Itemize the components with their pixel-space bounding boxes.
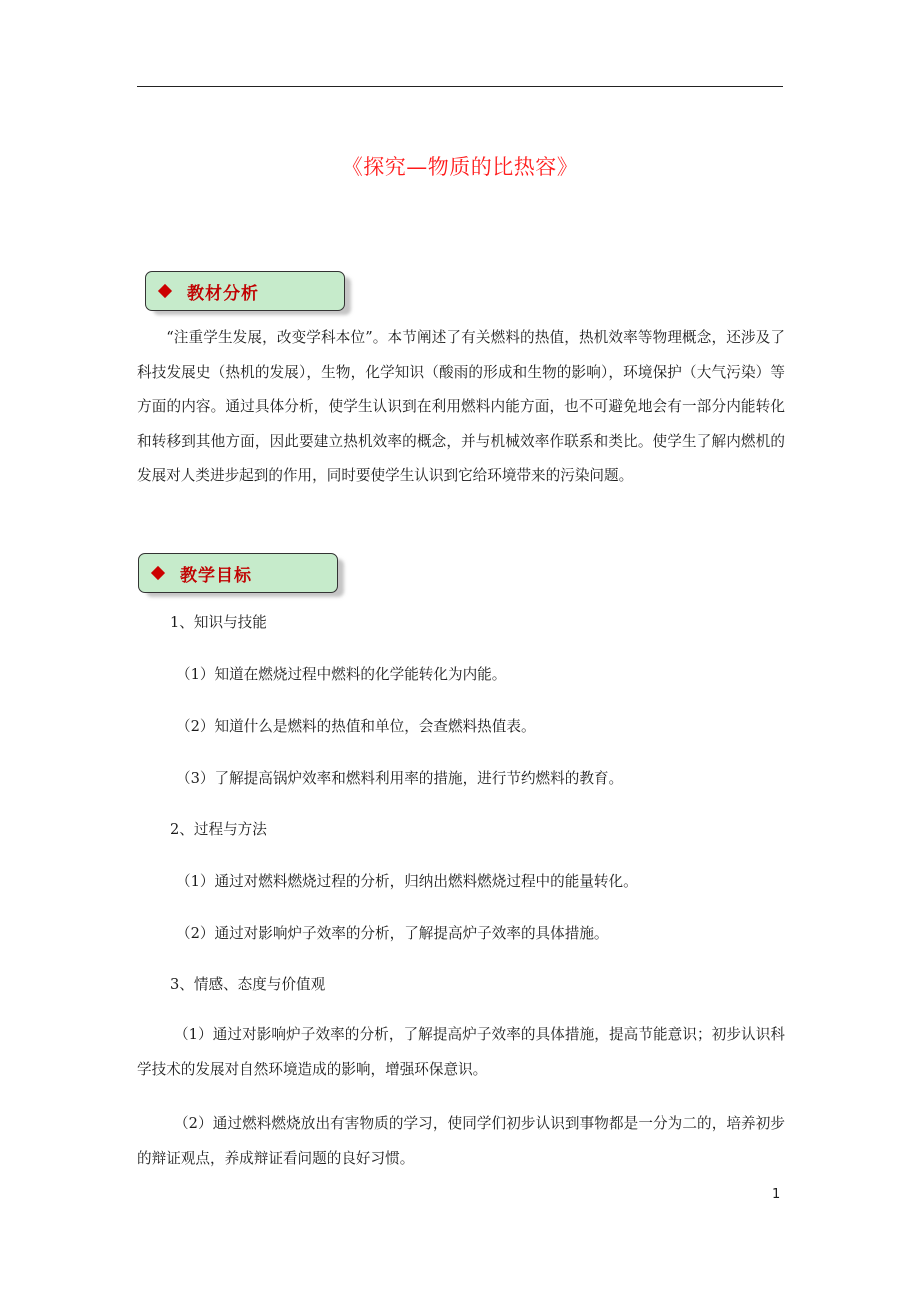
goal-item: （1）通过对影响炉子效率的分析，了解提高炉子效率的具体措施，提高节能意识；初步认识科学技术的发展对自然环境造成的影响，增强环保意识。 <box>137 1026 785 1078</box>
section-heading-teaching-goals <box>138 553 338 593</box>
goal-group-title: 3、情感、态度与价值观 <box>170 976 326 993</box>
section-heading-label: 教学目标 <box>180 565 252 586</box>
page-number: 1 <box>772 1187 781 1202</box>
diamond-icon <box>158 284 172 298</box>
document-title: 《探究—物质的比热容》 <box>341 155 579 179</box>
section-heading-textbook-analysis <box>145 271 345 311</box>
goal-item: （3）了解提高锅炉效率和燃料利用率的措施，进行节约燃料的教育。 <box>176 770 624 787</box>
goal-item: （2）通过燃料燃烧放出有害物质的学习，使同学们初步认识到事物都是一分为二的，培养初步的辩证观点，养成辩证看问题的良好习惯。 <box>137 1115 785 1167</box>
goal-item: （2）通过对影响炉子效率的分析，了解提高炉子效率的具体措施。 <box>176 925 609 942</box>
diamond-icon <box>151 566 165 580</box>
goal-group-title: 1、知识与技能 <box>170 614 267 631</box>
section-heading-label: 教材分析 <box>187 283 259 304</box>
goal-group-title: 2、过程与方法 <box>170 821 267 838</box>
goal-item: （2）知道什么是燃料的热值和单位，会查燃料热值表。 <box>176 718 536 735</box>
goal-item: （1）通过对燃料燃烧过程的分析，归纳出燃料燃烧过程中的能量转化。 <box>176 873 638 890</box>
header-rule <box>137 86 783 87</box>
goal-item: （1）知道在燃烧过程中燃料的化学能转化为内能。 <box>176 666 507 683</box>
analysis-paragraph: “注重学生发展，改变学科本位”。本节阐述了有关燃料的热值，热机效率等物理概念，还涉及了科技发展史（热机的发展），生物，化学知识（酸雨的形成和生物的影响），环境保护（大气污染）等方面的内容。通过具体分析，使学生认识到在利用燃料内能方面，也不可避免地会有一部分内能转化和转移到其他方面，因此要建立热机效率的概念，并与机械效率作联系和类比。使学生了解内燃机的发展对人类进步起到的作用，同时要使学生认识到它给环境带来的污染问题。 <box>137 329 785 484</box>
